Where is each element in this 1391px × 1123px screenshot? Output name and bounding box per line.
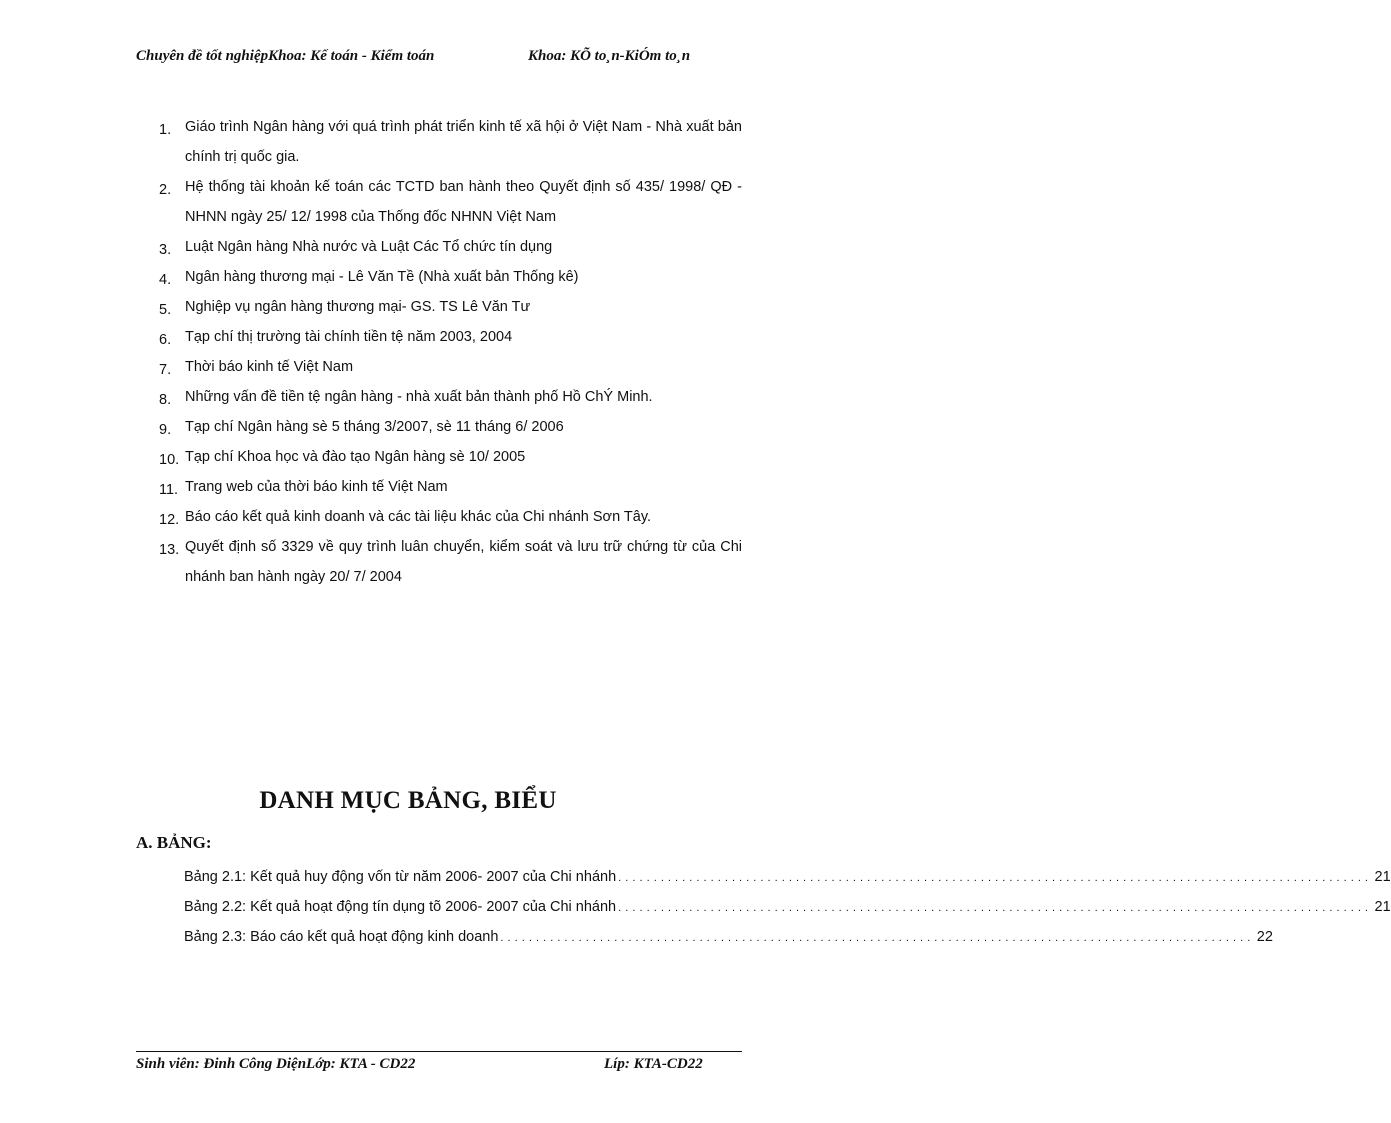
reference-item (136, 232, 742, 262)
reference-number: 8. (159, 392, 172, 408)
footer-left-text: Sinh viên: Đinh Công DiệnLớp: KTA - CD22 (136, 1056, 416, 1072)
table-entry-title: Bảng 2.1: Kết quả huy động vốn từ năm 2006- 2007 của Chi nhánh (184, 869, 617, 885)
reference-number: 4. (159, 272, 172, 288)
reference-number: 11. (159, 482, 179, 498)
reference-item (136, 172, 742, 232)
table-entry (184, 862, 1391, 892)
footer-right-text: Líp: KTA-CD22 (604, 1056, 703, 1072)
sub-heading: A. BẢNG: (136, 833, 212, 852)
reference-item (136, 262, 742, 292)
reference-number: 7. (159, 362, 172, 378)
reference-number: 3. (159, 242, 172, 258)
table-entry (184, 922, 1273, 952)
reference-item (136, 412, 742, 442)
reference-item (136, 502, 742, 532)
reference-item (136, 292, 742, 322)
table-entry-page: 21 (1374, 869, 1391, 885)
reference-item (136, 352, 742, 382)
reference-item (136, 382, 742, 412)
reference-number: 10. (159, 452, 180, 468)
reference-number: 9. (159, 422, 172, 438)
section-title: DANH MỤC BẢNG, BIỂU (259, 787, 557, 814)
reference-number: 13. (159, 542, 180, 558)
reference-text: Những vấn đề tiền tệ ngân hàng - nhà xuất bản thành phố Hồ ChÝ Minh. (185, 389, 653, 405)
reference-text: Luật Ngân hàng Nhà nước và Luật Các Tổ chức tín dụng (185, 239, 553, 255)
header-left-text: Chuyên đề tốt nghiệpKhoa: Kế toán - Kiểm toán (136, 48, 435, 64)
reference-text: Thời báo kinh tế Việt Nam (185, 359, 354, 375)
table-entry (184, 892, 1391, 922)
footer-divider (136, 1051, 742, 1052)
reference-text: Nghiệp vụ ngân hàng thương mại- GS. TS Lê Văn Tư (185, 299, 531, 315)
reference-item (136, 532, 742, 592)
reference-number: 2. (159, 182, 172, 198)
reference-number: 5. (159, 302, 172, 318)
dot-leader: . . . . . . . . . . . . . . . . . . . . . . . . . . . . . . . . . . . . . . . . . . . . . . . . . . . . . . . . . . . . . . . . . . . . . . . . . . . . . . . . . . . . . . . . . . . . . . . . . . . . . . . . . . (618, 872, 1369, 884)
reference-text: Giáo trình Ngân hàng với quá trình phát triển kinh tế xã hội ở Việt Nam - Nhà xuất bản chính trị quốc gia. (185, 119, 742, 165)
reference-item (136, 112, 742, 172)
reference-text: Quyết định số 3329 về quy trình luân chuyển, kiểm soát và lưu trữ chứng từ của Chi nhánh ban hành ngày 20/ 7/ 2004 (185, 539, 742, 585)
reference-item (136, 442, 742, 472)
reference-text: Tạp chí Ngân hàng sè 5 tháng 3/2007, sè 11 tháng 6/ 2006 (185, 419, 564, 435)
reference-list (136, 112, 742, 592)
reference-text: Hệ thống tài khoản kế toán các TCTD ban hành theo Quyết định số 435/ 1998/ QĐ - NHNN ngày 25/ 12/ 1998 của Thống đốc NHNN Việt Nam (185, 179, 742, 225)
reference-text: Ngân hàng thương mại - Lê Văn Tề (Nhà xuất bản Thống kê) (185, 269, 579, 285)
table-of-tables (184, 862, 1391, 952)
reference-number: 1. (159, 122, 172, 138)
table-entry-title: Bảng 2.3: Báo cáo kết quả hoạt động kinh doanh (184, 929, 499, 945)
reference-text: Trang web của thời báo kinh tế Việt Nam (185, 479, 448, 495)
reference-item (136, 322, 742, 352)
reference-number: 12. (159, 512, 180, 528)
header-right-text: Khoa: KÕ to¸n-KiÓm to¸n (528, 48, 691, 64)
table-entry-title: Bảng 2.2: Kết quả hoạt động tín dụng tõ 2006- 2007 của Chi nhánh (184, 899, 617, 915)
table-entry-page: 22 (1256, 929, 1273, 945)
reference-text: Tạp chí Khoa học và đào tạo Ngân hàng sè 10/ 2005 (185, 449, 526, 465)
reference-item (136, 472, 742, 502)
reference-text: Tạp chí thị trường tài chính tiền tệ năm 2003, 2004 (185, 329, 513, 345)
reference-text: Báo cáo kết quả kinh doanh và các tài liệu khác của Chi nhánh Sơn Tây. (185, 509, 652, 525)
dot-leader: . . . . . . . . . . . . . . . . . . . . . . . . . . . . . . . . . . . . . . . . . . . . . . . . . . . . . . . . . . . . . . . . . . . . . . . . . . . . . . . . . . . . . . . . . . . . . . . . . . . . . . . . . . (500, 932, 1251, 944)
reference-number: 6. (159, 332, 172, 348)
table-entry-page: 21 (1374, 899, 1391, 915)
dot-leader: . . . . . . . . . . . . . . . . . . . . . . . . . . . . . . . . . . . . . . . . . . . . . . . . . . . . . . . . . . . . . . . . . . . . . . . . . . . . . . . . . . . . . . . . . . . . . . . . . . . . . . . . . . (618, 902, 1369, 914)
